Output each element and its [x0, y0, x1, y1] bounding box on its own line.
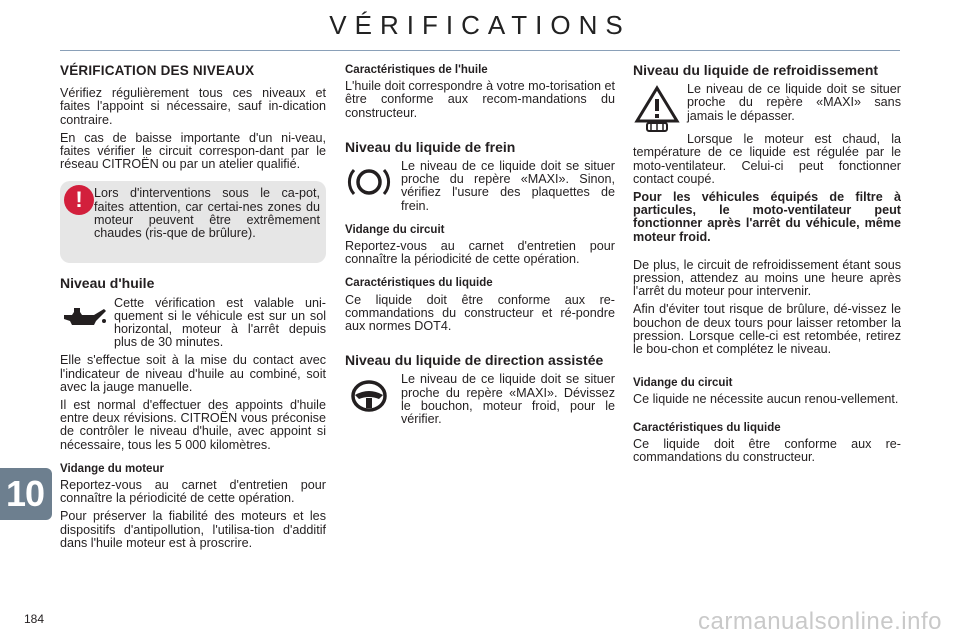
watermark: carmanualsonline.info: [698, 608, 942, 635]
oil-characteristics-heading: Caractéristiques de l'huile: [345, 64, 488, 76]
coolant-drain-text: Ce liquide ne nécessite aucun renou-vellement.: [633, 392, 899, 407]
page-number: 184: [24, 612, 45, 626]
oil-level-heading: Niveau d'huile: [60, 275, 155, 292]
brake-fluid-note: [345, 160, 615, 213]
coolant-paragraph-2: Afin d'éviter tout risque de brûlure, dé-vissez le bouchon de deux tours pour laisser retomber la pression. Lorsque celle-ci est retombée, retirez le bou-chon et complétez le niveau.: [633, 302, 901, 357]
coolant-drain-heading: Vidange du circuit: [633, 377, 733, 390]
brake-characteristics-heading: Caractéristiques du liquide: [345, 277, 493, 290]
brake-drain-text: Reportez-vous au carnet d'entretien pour connaître la périodicité de cette opération.: [345, 239, 615, 267]
brake-note-text: Le niveau de ce liquide doit se situer proche du repère «MAXI». Sinon, vérifiez l'usure des plaquettes de frein.: [401, 159, 615, 213]
coolant-heading: Niveau du liquide de refroidissement: [633, 62, 879, 78]
brake-drain-heading: Vidange du circuit: [345, 223, 445, 236]
brake-characteristics-text: Ce liquide doit être conforme aux re-commandations du constructeur et ré-pondre aux normes DOT4.: [345, 292, 615, 334]
coolant-warning-icon: [633, 85, 681, 133]
column-2: [345, 64, 615, 431]
steering-fluid-heading: Niveau du liquide de direction assistée: [345, 352, 604, 369]
coolant-hot-text: Lorsque le moteur est chaud, la température de ce liquide est régulée par le moto-ventilateur. Celui-ci peut fonctionner contact coupé.: [633, 132, 901, 186]
column-1: [60, 64, 326, 555]
intro-paragraph-2: En cas de baisse importante d'un ni-veau, faites vérifier le circuit correspon-dant par le réseau CITROËN ou par un atelier qualifié.: [60, 130, 326, 172]
oil-note-text: Cette vérification est valable uni-quement si le véhicule est sur un sol horizontal, moteur à l'arrêt depuis plus de 30 minutes.: [114, 295, 326, 350]
oil-can-icon: [60, 299, 108, 339]
chapter-tab: [0, 468, 52, 520]
coolant-note-text: Le niveau de ce liquide doit se situer proche du repère «MAXI» sans jamais le dépasser.: [687, 82, 901, 123]
coolant-note: [633, 83, 901, 135]
section-title: VÉRIFICATION DES NIVEAUX: [60, 63, 255, 78]
coolant-characteristics-text: Ce liquide doit être conforme aux re-commandations du constructeur.: [633, 436, 901, 465]
engine-drain-heading: Vidange du moteur: [60, 462, 164, 475]
column-3: [633, 64, 901, 469]
chapter-number: 10: [6, 473, 45, 514]
coolant-characteristics-heading: Caractéristiques du liquide: [633, 421, 781, 434]
exclamation-icon: !: [64, 185, 94, 215]
engine-drain-paragraph-2: Pour préserver la fiabilité des moteurs et les dispositifs d'antipollution, l'utilisa-tion d'additif dans l'huile moteur est à proscrire.: [60, 509, 326, 550]
engine-drain-paragraph-1: Reportez-vous au carnet d'entretien pour connaître la périodicité de cette opération.: [60, 478, 326, 506]
oil-paragraph-2: Il est normal d'effectuer des appoints d'huile entre deux révisions. CITROËN vous préconise de contrôler le niveau d'huile, avec appoint si nécessaire, tous les 5 000 kilomètres.: [60, 398, 326, 452]
steering-note-text: Le niveau de ce liquide doit se situer proche du repère «MAXI». Dévissez le bouchon, moteur froid, pour le vérifier.: [401, 372, 615, 427]
coolant-filter-warning: Pour les véhicules équipés de filtre à particules, le moto-ventilateur peut fonctionner après l'arrêt du véhicule, même moteur froid.: [633, 190, 901, 244]
oil-characteristics-text: L'huile doit correspondre à votre mo-torisation et être conforme aux recom-mandations du constructeur.: [345, 79, 615, 120]
intro-paragraph: Vérifiez régulièrement tous ces niveaux et faites l'appoint si nécessaire, sauf in-dication contraire.: [60, 86, 326, 127]
steering-wheel-icon: [345, 375, 393, 415]
oil-paragraph-1: Elle s'effectue soit à la mise du contact avec l'indicateur de niveau d'huile au combiné, soit avec la jauge manuelle.: [60, 353, 326, 394]
coolant-paragraph-1: De plus, le circuit de refroidissement étant sous pression, attendez au moins une heure après l'arrêt du moteur pour intervenir.: [633, 257, 901, 299]
warning-box: [60, 181, 326, 263]
page-title: VÉRIFICATIONS: [329, 10, 631, 40]
steering-fluid-note: [345, 373, 615, 426]
title-divider: [60, 50, 900, 51]
oil-level-note: [60, 297, 326, 350]
brake-circle-icon: [345, 162, 393, 202]
warning-text: Lors d'interventions sous le ca-pot, faites attention, car certai-nes zones du moteur peuvent être extrêmement chaudes (ris-que de brûlure).: [94, 186, 320, 241]
brake-fluid-heading: Niveau du liquide de frein: [345, 138, 516, 155]
